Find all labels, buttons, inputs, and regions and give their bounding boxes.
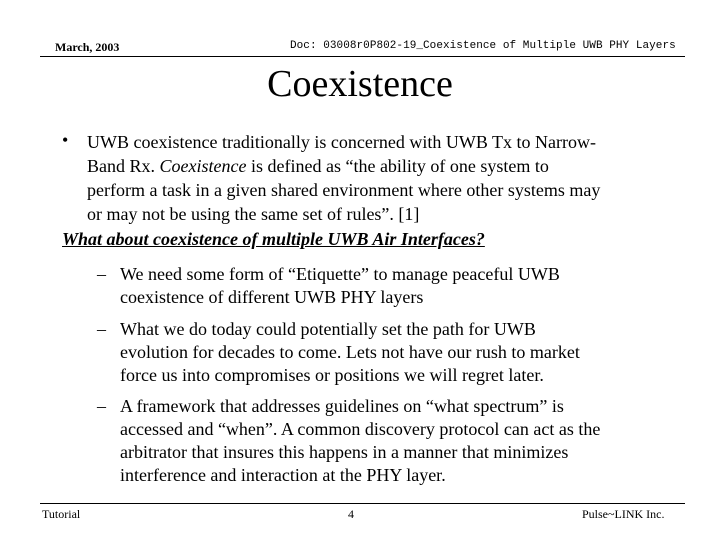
sub-point-line: accessed and “when”. A common discovery protocol can act as the: [120, 419, 601, 439]
slide-title: Coexistence: [267, 63, 453, 105]
sub-point-line: interference and interaction at the PHY layer.: [120, 465, 446, 485]
dash-marker: –: [97, 264, 106, 284]
header-doc-id: Doc: 03008r0P802-19_Coexistence of Multiple UWB PHY Layers: [290, 40, 676, 52]
bullet-line: perform a task in a given shared environment where other systems may: [87, 180, 601, 200]
bullet-line: or may not be using the same set of rules”. [1]: [87, 204, 420, 224]
bullet-text: [87, 130, 687, 226]
sub-point-line: What we do today could potentially set the path for UWB: [120, 319, 536, 339]
coexistence-term: Coexistence: [159, 156, 247, 176]
header-rule: [40, 56, 685, 57]
question-heading: What about coexistence of multiple UWB Air Interfaces?: [62, 229, 485, 249]
sub-point-line: evolution for decades to come. Lets not have our rush to market: [120, 342, 580, 362]
sub-point-line: force us into compromises or positions we will regret later.: [120, 365, 544, 385]
bullet-line-part: Band Rx.: [87, 156, 160, 176]
page-number: 4: [348, 507, 354, 521]
sub-point-line: coexistence of different UWB PHY layers: [120, 287, 424, 307]
sub-point-line: A framework that addresses guidelines on “what spectrum” is: [120, 396, 564, 416]
bullet-line-part: is defined as “the ability of one system to: [246, 156, 549, 176]
header-date: March, 2003: [55, 40, 120, 54]
bullet-line: UWB coexistence traditionally is concerned with UWB Tx to Narrow-: [87, 132, 597, 152]
footer-rule: [40, 503, 685, 504]
bullet-line: [87, 154, 687, 178]
footer-right: Pulse~LINK Inc.: [582, 507, 665, 521]
bullet-marker: •: [62, 130, 69, 150]
footer-left: Tutorial: [42, 507, 81, 521]
sub-point-text: [120, 318, 680, 387]
sub-point-line: arbitrator that insures this happens in a manner that minimizes: [120, 442, 569, 462]
sub-point-line: We need some form of “Etiquette” to manage peaceful UWB: [120, 264, 560, 284]
sub-point-text: [120, 395, 680, 487]
dash-marker: –: [97, 396, 106, 416]
sub-point-text: [120, 263, 680, 309]
dash-marker: –: [97, 319, 106, 339]
